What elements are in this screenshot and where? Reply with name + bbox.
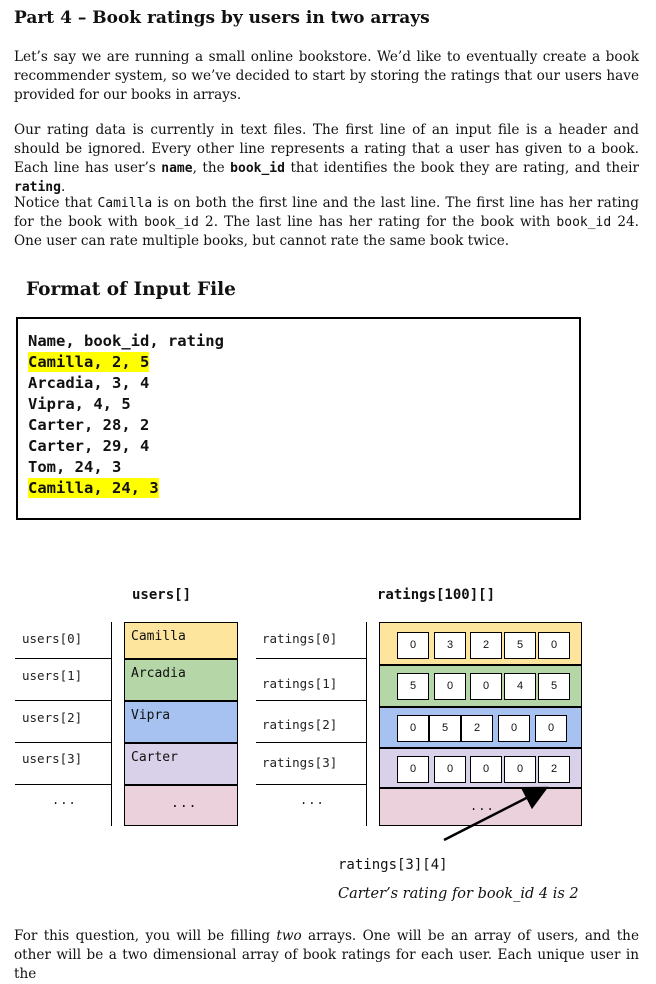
user-index-ellipsis: ...: [52, 793, 77, 807]
input-line-header: Name, book_id, rating: [28, 332, 224, 350]
text-span: .: [60, 179, 66, 195]
rating-value: 0: [470, 756, 502, 783]
rating-value: 5: [538, 673, 570, 700]
input-line: Carter, 28, 2: [28, 416, 150, 434]
emphasis: two: [276, 928, 302, 944]
arrow-caption: Carter’s rating for book_id 4 is 2: [338, 886, 579, 902]
input-line-highlighted: Camilla, 2, 5: [28, 353, 150, 371]
format-heading: Format of Input File: [26, 279, 236, 300]
text-span: 24. One user can rate multiple books, but cannot rate the same book twice.: [14, 214, 639, 249]
code-name: name: [161, 161, 193, 176]
rating-value: 0: [434, 673, 466, 700]
ratings-index-label: ratings[1]: [262, 676, 338, 691]
rating-value: 0: [504, 756, 536, 783]
ratings-ellipsis: ...: [470, 799, 495, 813]
rating-value: 2: [461, 715, 493, 742]
user-name: Arcadia: [131, 666, 186, 681]
user-index-label: users[0]: [22, 631, 83, 646]
code-book-id: book_id: [144, 215, 199, 230]
rating-value: 0: [470, 673, 502, 700]
arrow-label: ratings[3][4]: [338, 857, 448, 873]
text-span: is on both the first line and the last line. The first line has her rating for the book with: [14, 195, 639, 230]
user-index-label: users[2]: [22, 710, 83, 725]
ratings-index-label: ratings[2]: [262, 717, 338, 732]
user-index-label: users[1]: [22, 668, 83, 683]
ratings-index-ellipsis: ...: [300, 793, 325, 807]
ratings-index-label: ratings[3]: [262, 755, 338, 770]
user-name: Carter: [131, 750, 178, 765]
rating-value: 4: [504, 673, 536, 700]
rating-value: 0: [434, 756, 466, 783]
users-array-header: users[]: [132, 587, 192, 603]
rating-value: 5: [504, 632, 536, 659]
rating-value: 0: [397, 715, 429, 742]
text-span: that identifies the book they are rating, and their: [284, 160, 639, 176]
text-span: For this question, you will be filling: [14, 928, 277, 944]
rating-value: 0: [498, 715, 530, 742]
user-ellipsis: ...: [171, 796, 198, 811]
rating-value: 5: [397, 673, 429, 700]
text-span: Notice that: [14, 195, 98, 211]
rating-value: 0: [535, 715, 567, 742]
rating-value: 0: [538, 632, 570, 659]
input-line: Tom, 24, 3: [28, 458, 122, 476]
input-line: Arcadia, 3, 4: [28, 374, 150, 392]
input-line: Carter, 29, 4: [28, 437, 150, 455]
code-camilla: Camilla: [97, 196, 153, 211]
rating-value: 5: [429, 715, 461, 742]
intro-paragraph: Let’s say we are running a small online bookstore. We’d like to eventually create a book recommender system, so we’ve decided to start by storing the ratings that our users have provided for our books in arrays.: [14, 49, 639, 103]
rating-value: 2: [470, 632, 502, 659]
rating-value-target: 2: [538, 756, 570, 783]
closing-paragraph: [14, 927, 639, 984]
code-book-id: book_id: [556, 215, 612, 230]
text-span: arrays. One will be an array of users, and the other will be a two dimensional array of book ratings for each user. Each unique user in the: [14, 928, 639, 982]
user-name: Vipra: [131, 708, 171, 723]
user-name: Camilla: [131, 629, 186, 644]
part-title: Part 4 – Book ratings by users in two arrays: [14, 8, 430, 28]
rating-value: 0: [397, 756, 429, 783]
code-rating: rating: [14, 180, 61, 195]
ratings-array-header: ratings[100][]: [377, 587, 496, 603]
code-book-id: book_id: [230, 161, 285, 176]
ratings-index-label: ratings[0]: [262, 631, 338, 646]
rating-value: 0: [397, 632, 429, 659]
text-span: 2. The last line has her rating for the book with: [198, 214, 557, 230]
input-line: Vipra, 4, 5: [28, 395, 131, 413]
rating-value: 3: [434, 632, 466, 659]
user-index-label: users[3]: [22, 751, 83, 766]
input-line-highlighted: Camilla, 24, 3: [28, 479, 159, 497]
text-span: Our rating data is currently in text files. The first line of an input file is a header and should be ignored. Every other line represents a rating that a user has given to a book. Each line has user’s: [14, 122, 639, 176]
text-span: , the: [192, 160, 231, 176]
